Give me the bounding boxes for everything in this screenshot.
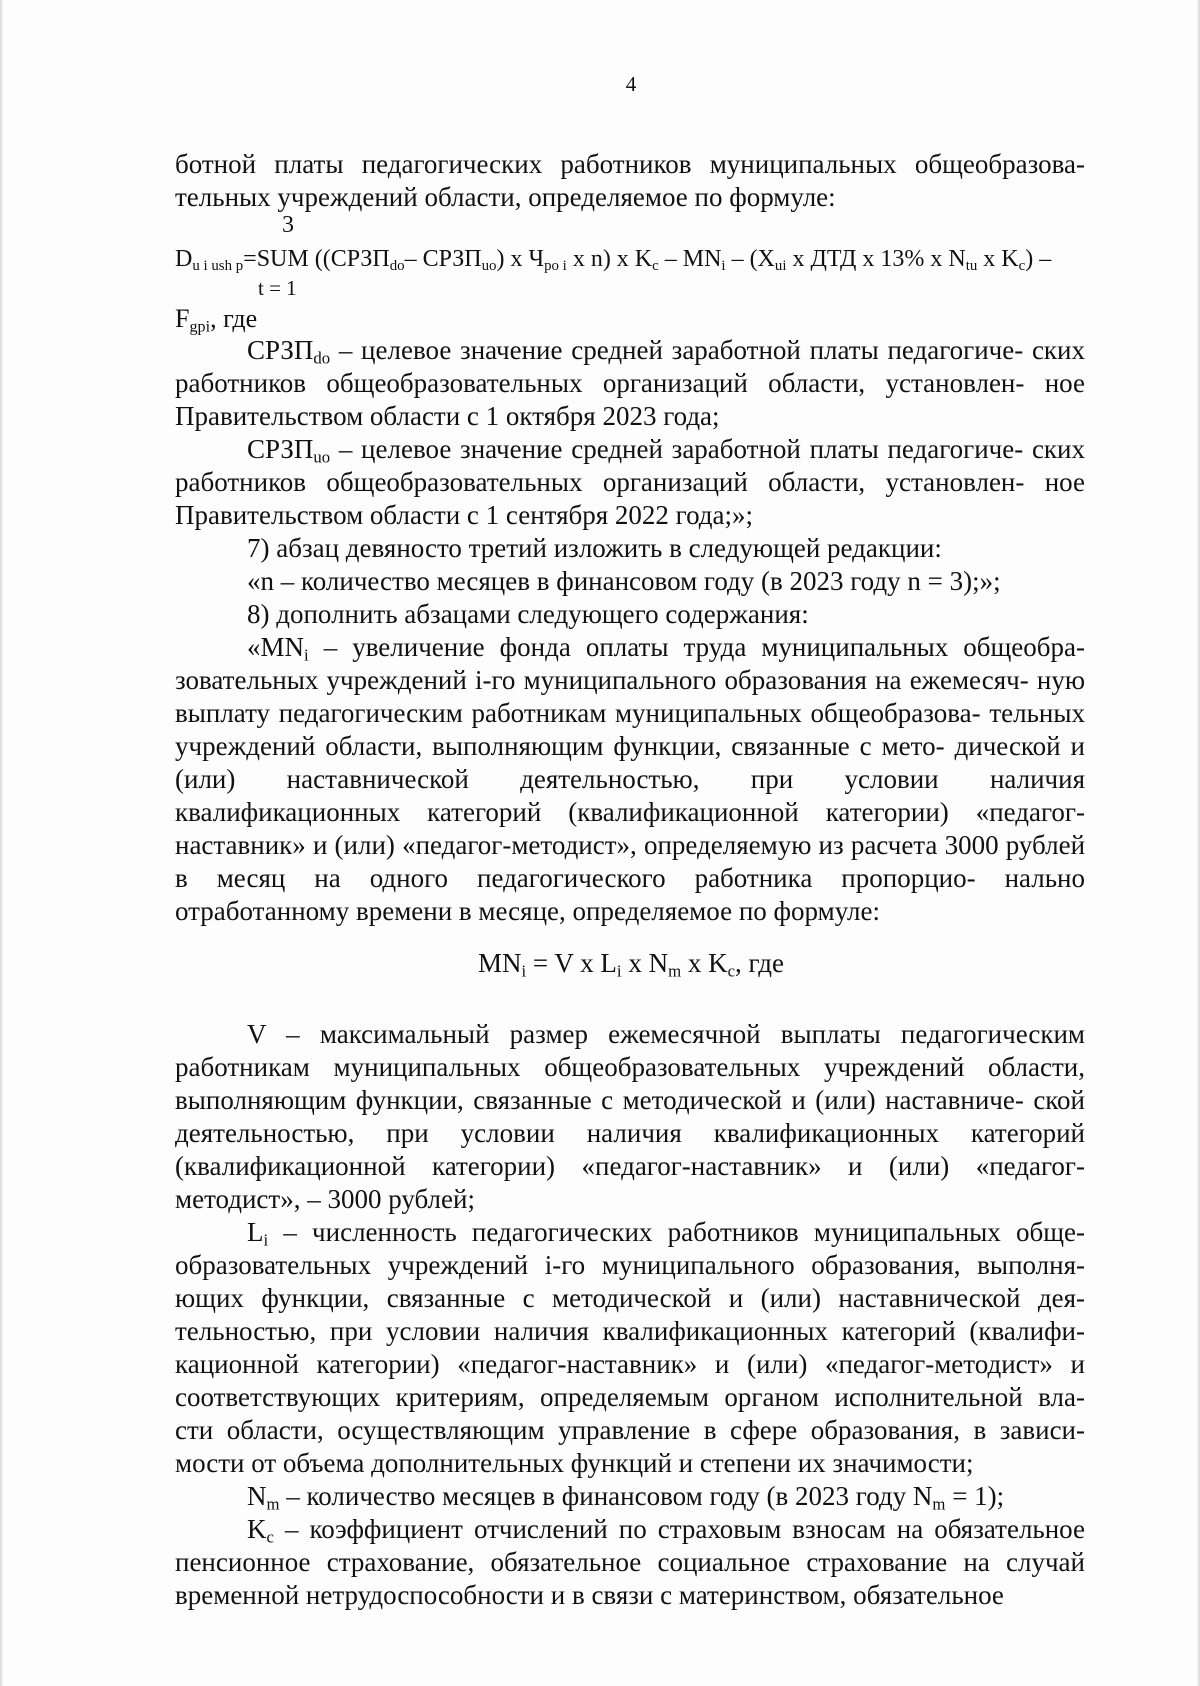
formula-lower-limit: t = 1 [258, 276, 297, 300]
formula-sub: i [521, 961, 527, 981]
line: – увеличение фонда оплаты труда муниципальных общеобра- [308, 632, 1085, 662]
term: СРЗП [247, 434, 314, 464]
term: «MN [247, 632, 305, 662]
line: ющих функции, связанные с методической и (или) наставнической дея- [175, 1283, 1085, 1313]
term-sub: do [313, 348, 331, 368]
term-sub: uo [313, 447, 331, 467]
def-srzp-do [175, 334, 1085, 433]
line: (квалификационной категории) «педагог-наставник» и (или) «педагог- [175, 1151, 1085, 1181]
line: тельностью, при условии наличия квалификационных категорий (квалифи- [175, 1316, 1085, 1346]
term-sub: i [263, 1230, 269, 1250]
line: 3000 рублей в месяц на одного педагогического работника пропорцио- [175, 830, 1086, 893]
formula-part: ) – [1025, 246, 1052, 272]
intro-line-1: ботной платы педагогических работников муниципальных общеобразова- [175, 149, 1085, 179]
line: мости от объема дополнительных функций и степени их значимости; [175, 1448, 974, 1478]
formula-mn [0, 948, 1200, 979]
line: ное Правительством области с 1 октября 2023 года; [175, 368, 1085, 431]
term: N [247, 1481, 267, 1511]
line: нально отработанному времени в месяце, определяемое по формуле: [175, 863, 1085, 926]
def-v [175, 1018, 1085, 1216]
line: выполняющим функции, связанные с методической и (или) наставниче- [175, 1085, 1024, 1115]
term-sub: m [932, 1494, 946, 1514]
formula-part: MN [478, 948, 522, 978]
term-sub: i [304, 645, 309, 665]
formula-sub: c [652, 258, 659, 275]
formula-part: х ДТД х 13% х N [786, 246, 966, 272]
def-l [175, 1216, 1085, 1480]
formula-lhs: D [175, 246, 193, 272]
formula-tail-term: F [175, 304, 190, 333]
line: ских работников общеобразовательных организаций области, установлен- [175, 434, 1085, 497]
formula-sub: i [721, 258, 726, 275]
formula-part: =SUM ((СРЗП [243, 246, 390, 272]
term: L [247, 1217, 264, 1247]
formula-sub: tu [965, 258, 978, 275]
formula-part: – MN [658, 246, 722, 272]
line: ских работников общеобразовательных организаций области, установлен- [175, 335, 1085, 398]
term: K [247, 1514, 267, 1544]
formula-sub: do [389, 258, 405, 275]
line: сти области, осуществляющим управление в сфере образования, в зависи- [175, 1415, 1085, 1445]
line: соответствующих критериям, определяемым органом исполнительной вла- [175, 1382, 1085, 1412]
formula-tail [175, 304, 257, 334]
formula-part: = V х L [526, 948, 617, 978]
formula-sub: po i [544, 258, 567, 275]
intro-paragraph [175, 148, 1085, 214]
line: – количество месяцев в финансовом году (в 2023 году N [279, 1481, 933, 1511]
formula-sub: uo [481, 258, 497, 275]
formula-upper-limit: 3 [282, 212, 294, 238]
formula-sub: m [668, 961, 682, 981]
line: зовательных учреждений i-го муниципального образования на ежемесяч- [175, 665, 1029, 695]
body-part-2 [175, 1018, 1085, 1612]
formula-part: х K [977, 246, 1019, 272]
line: ской деятельностью, при условии наличия квалификационных категорий [175, 1085, 1085, 1148]
formula-tail-text: , где [210, 304, 258, 333]
formula-part: х n) х K [566, 246, 653, 272]
line: ное Правительством области с 1 сентября 2022 года;»; [175, 467, 1085, 530]
line: – численность педагогических работников муниципальных обще- [268, 1217, 1085, 1247]
line: кационной категории) «педагог-наставник» и (или) «педагог-методист» и [175, 1349, 1085, 1379]
intro-line-2: тельных учреждений области, определяемое по формуле: [175, 182, 836, 212]
item-7-quote: «n – количество месяцев в финансовом году (в 2023 году n = 3);»; [247, 566, 1001, 596]
formula-part: – (X [725, 246, 775, 272]
def-mn [175, 631, 1085, 928]
formula-main [175, 246, 1051, 273]
line: – целевое значение средней заработной платы педагогиче- [330, 335, 1024, 365]
def-srzp-uo [175, 433, 1085, 532]
term-sub: m [266, 1494, 280, 1514]
formula-part: , где [735, 948, 784, 978]
def-n [175, 1480, 1085, 1513]
body-part-1 [175, 334, 1085, 928]
line: квалификационных категорий (квалификационной категории) «педагог- [175, 797, 1085, 827]
formula-part: – СРЗП [404, 246, 482, 272]
line: – коэффициент отчислений по страховым взносам на обязательное [273, 1514, 1085, 1544]
line: наставник» и (или) «педагог-методист», определяемую из расчета [175, 830, 938, 860]
formula-sub: c [727, 961, 736, 981]
line: пенсионное страхование, обязательное социальное страхование на случай [175, 1547, 1085, 1577]
formula-part: ) х Ч [496, 246, 545, 272]
line: дической и (или) наставнической деятельностью, при условии наличия [175, 731, 1085, 794]
formula-sub: i [616, 961, 622, 981]
term-sub: c [266, 1527, 274, 1547]
item-8: 8) дополнить абзацами следующего содержания: [247, 599, 809, 629]
formula-part: х N [621, 948, 669, 978]
term: СРЗП [247, 335, 314, 365]
def-k [175, 1513, 1085, 1612]
line: образовательных учреждений i-го муниципального образования, выполня- [175, 1250, 1085, 1280]
scan-edge-left [0, 0, 3, 1686]
formula-sub: c [1018, 258, 1026, 275]
line: ную выплату педагогическим работникам муниципальных общеобразова- [175, 665, 1085, 728]
line: – целевое значение средней заработной платы педагогиче- [330, 434, 1024, 464]
line: тельных учреждений области, выполняющим функции, связанные с мето- [175, 698, 1085, 761]
formula-part: х K [681, 948, 728, 978]
formula-sub: ui [774, 258, 787, 275]
line: временной нетрудоспособности и в связи с материнством, обязательное [175, 1580, 1004, 1610]
line: V – максимальный размер ежемесячной выплаты педагогическим [247, 1019, 1085, 1049]
page-number: 4 [625, 72, 637, 96]
item-7: 7) абзац девяносто третий изложить в следующей редакции: [247, 533, 942, 563]
line: = 1); [945, 1481, 1005, 1511]
line: работникам муниципальных общеобразовательных учреждений области, [175, 1052, 1085, 1082]
formula-lhs-sub: u i ush p [192, 258, 244, 275]
line: методист», – 3000 рублей; [175, 1184, 475, 1214]
formula-tail-sub: gpi [189, 318, 211, 336]
